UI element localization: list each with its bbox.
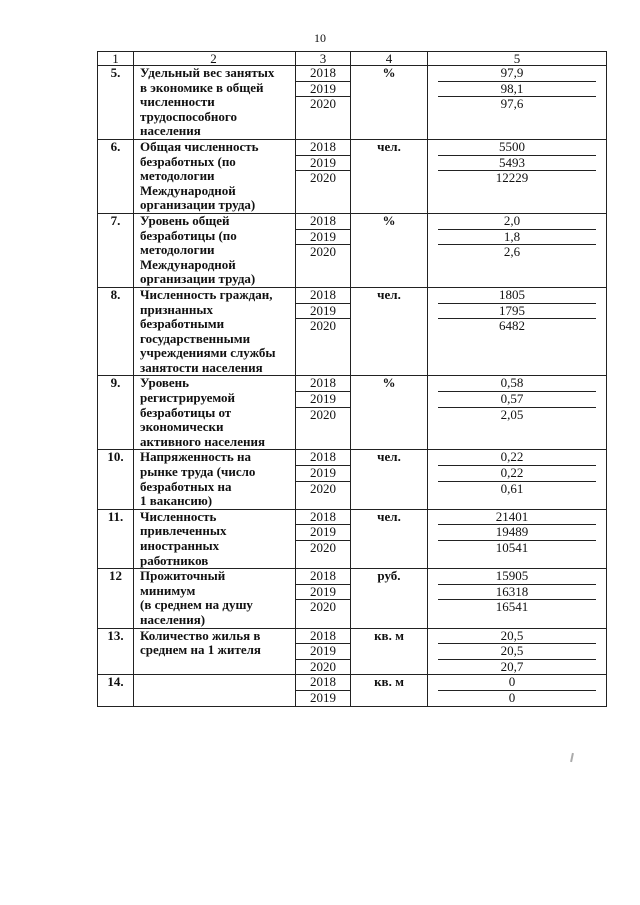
values-cell xyxy=(428,376,607,450)
year-value: 2019 xyxy=(296,229,350,245)
year-value: 2018 xyxy=(310,568,336,584)
row-number: 13. xyxy=(98,628,134,675)
indicator-value: 20,5 xyxy=(438,643,596,659)
year-value: 2019 xyxy=(296,81,350,97)
year-value: 2019 xyxy=(296,465,350,481)
values-cell xyxy=(428,139,607,213)
years-cell xyxy=(296,287,351,376)
row-number: 12 xyxy=(98,569,134,628)
indicator-value: 0 xyxy=(508,674,516,690)
year-value: 2019 xyxy=(296,643,350,659)
unit-cell: кв. м xyxy=(351,675,428,706)
indicator-value: 2,0 xyxy=(503,212,521,228)
table-row xyxy=(98,376,607,450)
table-row xyxy=(98,287,607,376)
indicator-value: 1795 xyxy=(438,303,596,319)
indicator-name: Численность граждан, признанных безработными государственными учреждениями службы занятости населения xyxy=(140,286,276,375)
header-col-2: 2 xyxy=(134,52,296,66)
year-value: 2020 xyxy=(296,407,350,423)
indicator-name-cell xyxy=(134,66,296,140)
indicator-value: 1805 xyxy=(499,286,525,302)
row-number: 7. xyxy=(98,213,134,287)
indicator-value: 10541 xyxy=(438,540,596,556)
year-value: 2018 xyxy=(310,449,336,465)
year-value: 2019 xyxy=(296,303,350,319)
table-row xyxy=(98,569,607,628)
indicator-name-cell xyxy=(134,450,296,509)
year-value: 2019 xyxy=(296,584,350,600)
row-number: 9. xyxy=(98,376,134,450)
year-value: 2020 xyxy=(296,244,350,260)
header-col-4: 4 xyxy=(351,52,428,66)
row-number: 8. xyxy=(98,287,134,376)
values-cell xyxy=(428,675,607,706)
years-cell xyxy=(296,628,351,675)
unit-cell: % xyxy=(351,376,428,450)
indicator-value: 20,5 xyxy=(500,627,524,643)
table-row xyxy=(98,139,607,213)
row-number: 5. xyxy=(98,66,134,140)
years-cell xyxy=(296,139,351,213)
year-value: 2018 xyxy=(310,286,336,302)
years-cell xyxy=(296,569,351,628)
year-value: 2020 xyxy=(296,659,350,675)
year-value: 2018 xyxy=(310,212,336,228)
indicator-name: Уровень регистрируемой безработицы от экономически активного населения xyxy=(140,375,265,449)
values-cell xyxy=(428,509,607,568)
year-value: 2020 xyxy=(296,318,350,334)
indicator-value: 19489 xyxy=(438,524,596,540)
indicator-value: 0,22 xyxy=(500,449,524,465)
indicator-value: 1,8 xyxy=(438,229,596,245)
unit-cell: % xyxy=(351,213,428,287)
year-value: 2018 xyxy=(310,138,336,154)
indicator-value: 98,1 xyxy=(438,81,596,97)
indicator-name-cell xyxy=(134,287,296,376)
indicator-name: Напряженность на рынке труда (число безработных на 1 вакансию) xyxy=(140,449,256,509)
unit-cell: чел. xyxy=(351,450,428,509)
values-cell xyxy=(428,287,607,376)
row-number: 10. xyxy=(98,450,134,509)
year-value: 2019 xyxy=(296,524,350,540)
unit-cell: руб. xyxy=(351,569,428,628)
header-col-3: 3 xyxy=(296,52,351,66)
year-value: 2020 xyxy=(296,481,350,497)
indicator-value: 0,58 xyxy=(500,375,524,391)
year-value: 2020 xyxy=(296,540,350,556)
values-cell xyxy=(428,66,607,140)
scan-speck xyxy=(570,753,574,762)
table-row xyxy=(98,628,607,675)
indicator-value: 16541 xyxy=(438,599,596,615)
indicator-value: 0,61 xyxy=(438,481,596,497)
years-cell xyxy=(296,66,351,140)
year-value: 2018 xyxy=(310,627,336,643)
indicator-value: 21401 xyxy=(495,508,529,524)
table-row xyxy=(98,213,607,287)
indicator-value: 15905 xyxy=(495,568,529,584)
indicator-value: 6482 xyxy=(438,318,596,334)
indicator-name-cell xyxy=(134,213,296,287)
year-value: 2018 xyxy=(310,65,336,80)
indicator-name-cell xyxy=(134,139,296,213)
indicator-name: Численность привлеченных иностранных работников xyxy=(140,508,227,568)
year-value: 2020 xyxy=(296,170,350,186)
values-cell xyxy=(428,450,607,509)
years-cell xyxy=(296,213,351,287)
indicator-name: Прожиточный минимум (в среднем на душу населения) xyxy=(140,568,253,627)
indicator-value: 0,57 xyxy=(438,391,596,407)
year-value: 2018 xyxy=(310,674,336,690)
years-cell xyxy=(296,450,351,509)
unit-cell: кв. м xyxy=(351,628,428,675)
header-row xyxy=(98,52,607,66)
indicator-value: 97,9 xyxy=(500,65,524,80)
indicator-name: Количество жилья в среднем на 1 жителя xyxy=(140,627,261,658)
indicator-name: Уровень общей безработицы (по методологии Международной организации труда) xyxy=(140,212,256,287)
years-cell xyxy=(296,509,351,568)
year-value: 2018 xyxy=(310,508,336,524)
indicator-value: 2,6 xyxy=(438,244,596,260)
table-row xyxy=(98,66,607,140)
unit-cell: чел. xyxy=(351,287,428,376)
indicator-value: 20,7 xyxy=(438,659,596,675)
indicator-value: 5493 xyxy=(438,155,596,171)
page-number: 10 xyxy=(314,31,326,45)
indicator-name: Удельный вес занятых в экономике в общей численности трудоспособного населения xyxy=(140,65,275,139)
values-cell xyxy=(428,628,607,675)
unit-cell: чел. xyxy=(351,139,428,213)
values-cell xyxy=(428,569,607,628)
indicator-name-cell xyxy=(134,569,296,628)
year-value: 2020 xyxy=(296,599,350,615)
indicators-table xyxy=(97,51,607,707)
table-row xyxy=(98,675,607,706)
header-col-1: 1 xyxy=(98,52,134,66)
year-value: 2018 xyxy=(310,375,336,391)
unit-cell: % xyxy=(351,66,428,140)
indicator-value: 97,6 xyxy=(438,96,596,112)
year-value: 2020 xyxy=(296,96,350,112)
row-number: 11. xyxy=(98,509,134,568)
year-value: 2019 xyxy=(296,690,350,706)
table-row xyxy=(98,509,607,568)
values-cell xyxy=(428,213,607,287)
years-cell xyxy=(296,675,351,706)
indicator-value: 0,22 xyxy=(438,465,596,481)
indicator-value: 5500 xyxy=(499,138,525,154)
table-row xyxy=(98,450,607,509)
indicator-value: 16318 xyxy=(438,584,596,600)
year-value: 2019 xyxy=(296,391,350,407)
indicator-name-cell xyxy=(134,509,296,568)
indicator-name-cell xyxy=(134,628,296,675)
indicator-name-cell xyxy=(134,675,296,706)
row-number: 14. xyxy=(98,675,134,706)
row-number: 6. xyxy=(98,139,134,213)
indicator-name: Общая численность безработных (по методологии Международной организации труда) xyxy=(140,138,259,213)
header-col-5: 5 xyxy=(428,52,607,66)
indicator-value: 2,05 xyxy=(438,407,596,423)
indicator-value: 0 xyxy=(438,690,596,706)
indicator-value: 12229 xyxy=(438,170,596,186)
unit-cell: чел. xyxy=(351,509,428,568)
table-body xyxy=(98,52,607,707)
indicator-name-cell xyxy=(134,376,296,450)
year-value: 2019 xyxy=(296,155,350,171)
years-cell xyxy=(296,376,351,450)
